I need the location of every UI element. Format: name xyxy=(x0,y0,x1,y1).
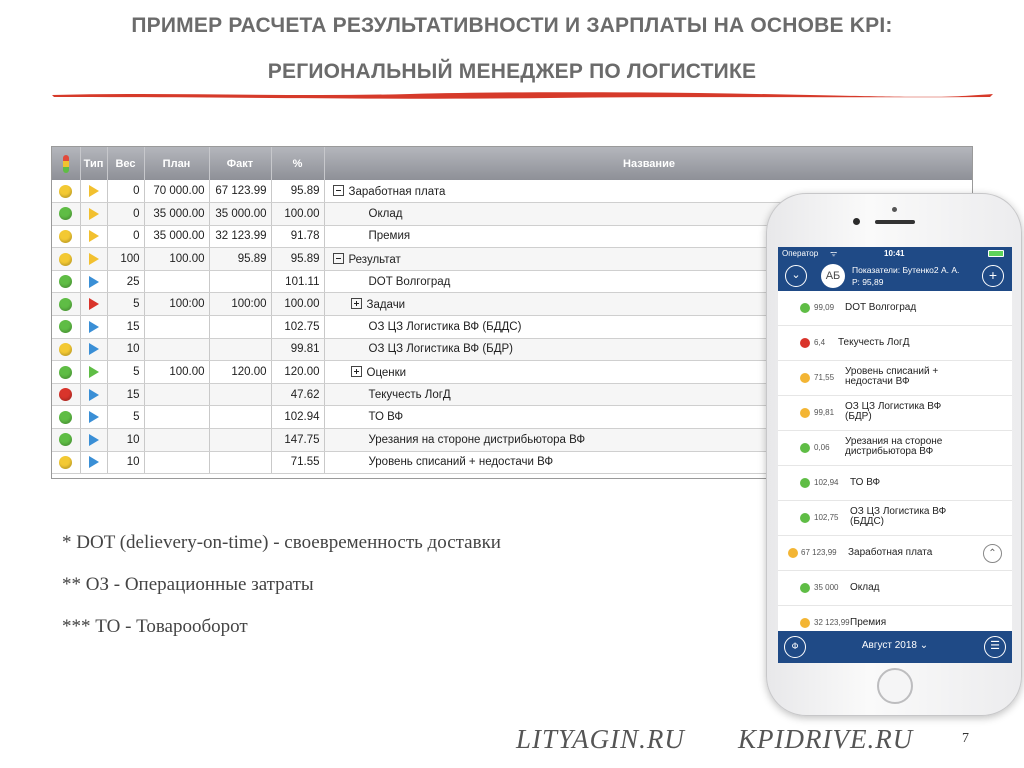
fact-cell xyxy=(209,316,271,339)
kpi-name: Заработная плата xyxy=(348,185,446,198)
home-button[interactable] xyxy=(877,668,913,704)
avatar[interactable]: АБ xyxy=(821,264,845,288)
fact-cell xyxy=(209,338,271,361)
pct-cell: 47.62 xyxy=(271,383,324,406)
kpi-name: ТО ВФ xyxy=(368,411,404,424)
weight-cell: 15 xyxy=(107,316,144,339)
type-arrow-icon xyxy=(89,434,99,446)
status-light-icon xyxy=(59,298,72,311)
kpi-value: 71,55 xyxy=(814,373,835,382)
expand-icon[interactable] xyxy=(351,366,362,377)
kpi-list-name xyxy=(850,583,990,593)
status-light-icon xyxy=(59,388,72,401)
front-sensor xyxy=(892,207,897,212)
column-header-weight[interactable]: Вес xyxy=(107,147,144,180)
type-arrow-icon xyxy=(89,456,99,468)
type-cell xyxy=(80,225,107,248)
slide-title-line-1: ПРИМЕР РАСЧЕТА РЕЗУЛЬТАТИВНОСТИ И ЗАРПЛАТЫ НА ОСНОВЕ KPI: xyxy=(131,14,893,37)
kpi-list-name xyxy=(845,367,985,387)
weight-cell: 5 xyxy=(107,293,144,316)
kpi-list-item[interactable] xyxy=(778,501,1012,536)
status-light-cell xyxy=(52,203,80,226)
plan-cell xyxy=(144,270,209,293)
status-light-cell xyxy=(52,316,80,339)
weight-cell: 10 xyxy=(107,451,144,474)
wifi-icon: ᯤ xyxy=(830,249,838,258)
status-light-icon xyxy=(59,253,72,266)
type-cell xyxy=(80,248,107,271)
type-arrow-icon xyxy=(89,411,99,423)
type-arrow-icon xyxy=(89,253,99,265)
kpi-list-name xyxy=(850,618,990,628)
kpi-list-name xyxy=(845,402,985,422)
battery-icon xyxy=(988,250,1004,257)
plan-cell: 35 000.00 xyxy=(144,225,209,248)
plan-cell: 100.00 xyxy=(144,248,209,271)
column-header-percent[interactable]: % xyxy=(271,147,324,180)
type-cell xyxy=(80,293,107,316)
column-header-name[interactable]: Название xyxy=(324,147,973,180)
fact-cell: 95.89 xyxy=(209,248,271,271)
status-light-icon xyxy=(59,411,72,424)
status-light-icon xyxy=(59,343,72,356)
type-arrow-icon xyxy=(89,230,99,242)
status-dot-icon xyxy=(800,408,810,418)
bottom-bar xyxy=(778,631,1012,663)
weight-cell: 10 xyxy=(107,338,144,361)
plan-cell xyxy=(144,383,209,406)
kpi-list-name xyxy=(848,548,988,558)
kpi-list-item[interactable] xyxy=(778,291,1012,326)
status-light-icon xyxy=(59,275,72,288)
speaker-grille xyxy=(875,220,915,224)
type-cell xyxy=(80,361,107,384)
pct-cell: 100.00 xyxy=(271,293,324,316)
kpi-list-name-line1: Уровень списаний + xyxy=(845,366,939,377)
indicators-title: Показатели: Бутенко2 А. А. xyxy=(852,265,960,275)
status-light-cell xyxy=(52,248,80,271)
status-light-icon xyxy=(59,456,72,469)
kpi-list-name xyxy=(845,437,985,457)
type-cell xyxy=(80,203,107,226)
type-arrow-icon xyxy=(89,366,99,378)
fact-cell: 120.00 xyxy=(209,361,271,384)
footnote-to: *** ТО - Товарооборот xyxy=(62,616,248,637)
kpi-value: 32 123,99 xyxy=(814,618,850,627)
result-subtitle: Р: 95,89 xyxy=(852,277,884,287)
column-header-fact[interactable]: Факт xyxy=(209,147,271,180)
status-dot-icon xyxy=(800,443,810,453)
kpi-name: DOT Волгоград xyxy=(368,275,451,288)
status-dot-icon xyxy=(800,303,810,313)
kpi-list-name-line1: ТО ВФ xyxy=(850,477,881,488)
kpi-value: 6,4 xyxy=(814,338,826,347)
carrier-label: Оператор xyxy=(782,249,819,258)
plan-cell: 35 000.00 xyxy=(144,203,209,226)
fact-cell: 67 123.99 xyxy=(209,180,271,203)
kpi-name: Оценки xyxy=(366,366,407,379)
expand-icon[interactable] xyxy=(351,298,362,309)
kpi-list-item[interactable] xyxy=(778,431,1012,466)
fact-cell: 35 000.00 xyxy=(209,203,271,226)
status-bar xyxy=(778,247,1012,261)
weight-cell: 10 xyxy=(107,429,144,452)
period-selector[interactable]: Август 2018 ⌄ xyxy=(861,640,929,651)
kpi-list-name-line1: Урезания на стороне xyxy=(845,436,943,447)
pct-cell: 102.75 xyxy=(271,316,324,339)
kpi-value: 102,94 xyxy=(814,478,839,487)
fact-cell: 100:00 xyxy=(209,293,271,316)
pct-cell: 100.00 xyxy=(271,203,324,226)
kpi-list-item[interactable] xyxy=(778,466,1012,501)
kpi-name: Премия xyxy=(368,230,411,243)
status-light-cell xyxy=(52,293,80,316)
menu-icon[interactable]: ☰ xyxy=(984,636,1006,658)
pct-cell: 71.55 xyxy=(271,451,324,474)
collapse-icon[interactable] xyxy=(333,185,344,196)
kpi-list-name xyxy=(850,507,990,527)
kpi-list-name-line1: Текучесть ЛогД xyxy=(838,337,910,348)
app-header xyxy=(778,261,1012,291)
kpi-name: Уровень списаний + недостачи ВФ xyxy=(368,456,554,469)
type-cell xyxy=(80,316,107,339)
plan-cell: 100:00 xyxy=(144,293,209,316)
weight-cell: 5 xyxy=(107,406,144,429)
kpi-name: ОЗ ЦЗ Логистика ВФ (БДДС) xyxy=(368,320,522,333)
weight-cell: 15 xyxy=(107,383,144,406)
pct-cell: 101.11 xyxy=(271,270,324,293)
kpi-list-name-line1: Оклад xyxy=(850,582,880,593)
status-light-cell xyxy=(52,225,80,248)
kpi-list xyxy=(778,291,1012,641)
kpi-value: 99,81 xyxy=(814,408,835,417)
status-light-cell xyxy=(52,338,80,361)
slide-title-line-2: РЕГИОНАЛЬНЫЙ МЕНЕДЖЕР ПО ЛОГИСТИКЕ xyxy=(267,60,757,83)
kpi-name: Урезания на стороне дистрибьютора ВФ xyxy=(368,433,586,446)
status-dot-icon xyxy=(800,618,810,628)
type-cell xyxy=(80,180,107,203)
type-arrow-icon xyxy=(89,185,99,197)
brush-stroke-divider xyxy=(50,91,995,99)
weight-cell: 0 xyxy=(107,225,144,248)
plan-cell: 100.00 xyxy=(144,361,209,384)
kpi-value: 99,09 xyxy=(814,303,835,312)
column-header-light[interactable] xyxy=(52,147,80,180)
column-header-plan[interactable]: План xyxy=(144,147,209,180)
status-light-cell xyxy=(52,406,80,429)
status-light-cell xyxy=(52,361,80,384)
weight-cell: 100 xyxy=(107,248,144,271)
kpi-value: 35 000 xyxy=(814,583,839,592)
pct-cell: 91.78 xyxy=(271,225,324,248)
fact-cell xyxy=(209,451,271,474)
status-light-cell xyxy=(52,383,80,406)
fact-cell xyxy=(209,406,271,429)
type-arrow-icon xyxy=(89,321,99,333)
kpi-value: 102,75 xyxy=(814,513,839,522)
weight-cell: 0 xyxy=(107,203,144,226)
plan-cell xyxy=(144,451,209,474)
kpi-name: ОЗ ЦЗ Логистика ВФ (БДР) xyxy=(368,343,514,356)
footnote-dot: * DOT (delievery-on-time) - своевременность доставки xyxy=(62,532,501,553)
type-arrow-icon xyxy=(89,276,99,288)
pct-cell: 95.89 xyxy=(271,248,324,271)
kpi-list-name-line2: недостачи ВФ xyxy=(845,376,910,387)
status-light-icon xyxy=(59,433,72,446)
status-dot-icon xyxy=(788,548,798,558)
kpi-name: Оклад xyxy=(368,207,403,220)
kpi-list-name-line2: (БДР) xyxy=(845,411,872,422)
kpi-value: 67 123,99 xyxy=(801,548,837,557)
weight-cell: 25 xyxy=(107,270,144,293)
status-light-icon xyxy=(59,207,72,220)
plan-cell xyxy=(144,316,209,339)
fact-cell: 32 123.99 xyxy=(209,225,271,248)
weight-cell: 5 xyxy=(107,361,144,384)
kpi-list-name-line1: ОЗ ЦЗ Логистика ВФ xyxy=(850,506,947,517)
pct-cell: 99.81 xyxy=(271,338,324,361)
type-cell xyxy=(80,406,107,429)
fact-cell xyxy=(209,429,271,452)
type-arrow-icon xyxy=(89,298,99,310)
filter-button[interactable]: Ф xyxy=(784,636,806,658)
kpi-name: Текучесть ЛогД xyxy=(368,388,451,401)
kpi-list-name xyxy=(845,303,985,313)
chevron-up-icon[interactable]: ⌃ xyxy=(983,544,1002,563)
type-arrow-icon xyxy=(89,208,99,220)
status-light-cell xyxy=(52,429,80,452)
status-light-icon xyxy=(59,185,72,198)
traffic-light-icon xyxy=(63,155,69,173)
page-number: 7 xyxy=(962,731,969,746)
camera-icon xyxy=(853,218,860,225)
brand-kpidrive[interactable]: KPIDRIVE.RU xyxy=(738,724,914,754)
kpi-list-name-line1: ОЗ ЦЗ Логистика ВФ xyxy=(845,401,942,412)
pct-cell: 147.75 xyxy=(271,429,324,452)
type-cell xyxy=(80,451,107,474)
type-arrow-icon xyxy=(89,389,99,401)
type-cell xyxy=(80,383,107,406)
kpi-list-item[interactable] xyxy=(778,536,1012,571)
footnote-oz: ** ОЗ - Операционные затраты xyxy=(62,574,314,595)
kpi-list-name-line1: Премия xyxy=(850,617,887,628)
phone-mockup xyxy=(766,193,1022,716)
status-light-icon xyxy=(59,230,72,243)
status-light-icon xyxy=(59,366,72,379)
status-dot-icon xyxy=(800,583,810,593)
weight-cell: 0 xyxy=(107,180,144,203)
column-header-type[interactable]: Тип xyxy=(80,147,107,180)
plan-cell xyxy=(144,429,209,452)
kpi-list-name-line1: DOT Волгоград xyxy=(845,302,917,313)
kpi-list-item[interactable] xyxy=(778,571,1012,606)
type-cell xyxy=(80,429,107,452)
kpi-list-name-line2: (БДДС) xyxy=(850,516,884,527)
pct-cell: 95.89 xyxy=(271,180,324,203)
status-dot-icon xyxy=(800,513,810,523)
type-arrow-icon xyxy=(89,343,99,355)
kpi-name: Результат xyxy=(348,253,401,266)
status-light-cell xyxy=(52,180,80,203)
fact-cell xyxy=(209,383,271,406)
pct-cell: 102.94 xyxy=(271,406,324,429)
kpi-list-item[interactable] xyxy=(778,396,1012,431)
clock-label: 10:41 xyxy=(884,249,905,258)
phone-screen xyxy=(778,247,1012,663)
type-cell xyxy=(80,270,107,293)
kpi-name: Задачи xyxy=(366,298,406,311)
type-cell xyxy=(80,338,107,361)
kpi-list-name xyxy=(838,338,978,348)
status-dot-icon xyxy=(800,338,810,348)
collapse-icon[interactable] xyxy=(333,253,344,264)
kpi-list-name-line1: Заработная плата xyxy=(848,547,933,558)
kpi-value: 0,06 xyxy=(814,443,830,452)
status-dot-icon xyxy=(800,478,810,488)
fact-cell xyxy=(209,270,271,293)
kpi-list-name-line2: дистрибьютора ВФ xyxy=(845,446,934,457)
brand-lityagin[interactable]: LITYAGIN.RU xyxy=(516,724,685,754)
kpi-table-header xyxy=(52,147,973,180)
add-button[interactable]: + xyxy=(982,265,1004,287)
kpi-list-item[interactable] xyxy=(778,326,1012,361)
kpi-list-name xyxy=(850,478,990,488)
status-light-cell xyxy=(52,451,80,474)
status-light-cell xyxy=(52,270,80,293)
plan-cell xyxy=(144,338,209,361)
plan-cell: 70 000.00 xyxy=(144,180,209,203)
pct-cell: 120.00 xyxy=(271,361,324,384)
kpi-list-item[interactable] xyxy=(778,361,1012,396)
status-light-icon xyxy=(59,320,72,333)
collapse-button[interactable]: ⌄ xyxy=(785,265,807,287)
status-dot-icon xyxy=(800,373,810,383)
plan-cell xyxy=(144,406,209,429)
